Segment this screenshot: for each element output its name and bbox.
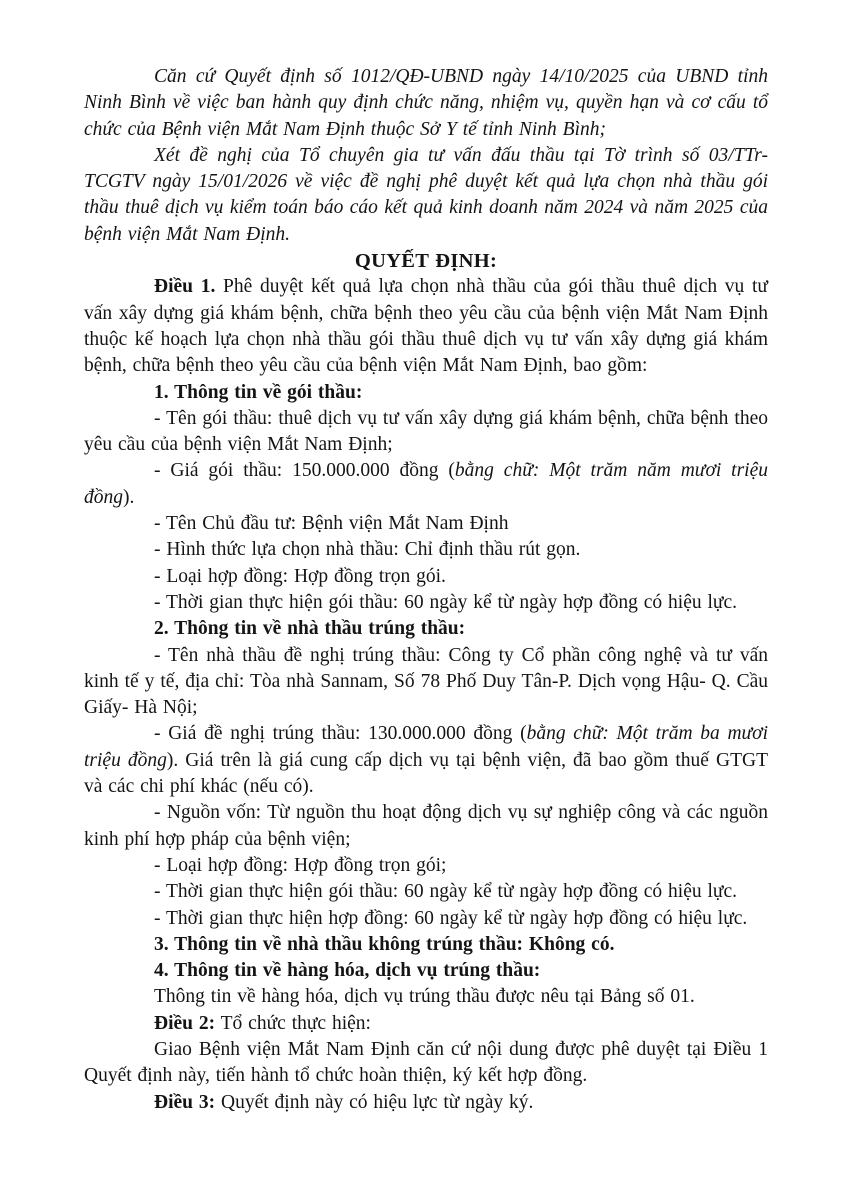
text-run: - Tên Chủ đầu tư: Bệnh viện Mắt Nam Định: [154, 513, 509, 535]
text-run: Thông tin về hàng hóa, dịch vụ trúng thầu được nêu tại Bảng số 01.: [154, 986, 695, 1008]
item-package-duration-1: [84, 590, 768, 616]
item-winning-contractor: [84, 643, 768, 722]
section-4-heading: [84, 958, 768, 984]
item-package-price: [84, 458, 768, 511]
item-investor-name: [84, 511, 768, 537]
text-run: - Thời gian thực hiện gói thầu: 60 ngày kể từ ngày hợp đồng có hiệu lực.: [154, 881, 737, 903]
italic-text-run: Xét đề nghị của Tổ chuyên gia tư vấn đấu thầu tại Tờ trình số 03/TTr-TCGTV ngày 15/01/2026 về việc đề nghị phê duyệt kết quả lựa chọn nhà thầu gói thầu thuê dịch vụ kiểm toán báo cáo kết quả kinh doanh năm 2024 và năm 2025 của bệnh viện Mắt Nam Định.: [84, 144, 768, 245]
bold-text-run: QUYẾT ĐỊNH:: [354, 250, 498, 273]
section-1-heading: [84, 380, 768, 406]
text-run: Giao Bệnh viện Mắt Nam Định căn cứ nội dung được phê duyệt tại Điều 1 Quyết định này, tiến hành tổ chức hoàn thiện, ký kết hợp đồng.: [84, 1038, 768, 1087]
text-run: - Tên nhà thầu đề nghị trúng thầu: Công ty Cổ phần công nghệ và tư vấn kinh tế y tế, địa chỉ: Tòa nhà Sannam, Số 78 Phố Duy Tân-P. Dịch vọng Hậu- Q. Cầu Giấy- Hà Nội;: [84, 644, 768, 719]
text-run: Tổ chức thực hiện:: [215, 1012, 371, 1034]
bold-text-run: 4. Thông tin về hàng hóa, dịch vụ trúng thầu:: [154, 960, 541, 982]
italic-text-run: bằng chữ: Một trăm ba mươi triệu đồng: [84, 723, 768, 771]
text-run: - Giá đề nghị trúng thầu: 130.000.000 đồng (: [154, 723, 527, 745]
section-2-heading: [84, 616, 768, 642]
text-run: - Tên gói thầu: thuê dịch vụ tư vấn xây dựng giá khám bệnh, chữa bệnh theo yêu cầu của bệnh viện Mắt Nam Định;: [84, 407, 768, 456]
item-contract-duration: [84, 906, 768, 932]
article-2-body: [84, 1037, 768, 1090]
bold-text-run: Điều 3:: [154, 1091, 216, 1113]
article-2: [84, 1011, 768, 1037]
article-3: [84, 1090, 768, 1116]
item-selection-method: [84, 537, 768, 563]
text-run: - Nguồn vốn: Từ nguồn thu hoạt động dịch vụ sự nghiệp công và các nguồn kinh phí hợp pháp của bệnh viện;: [84, 802, 768, 850]
item-contract-type-2: [84, 853, 768, 879]
preamble-legal-basis: [84, 64, 768, 143]
italic-text-run: Căn cứ Quyết định số 1012/QĐ-UBND ngày 14/10/2025 của UBND tỉnh Ninh Bình về việc ban hành quy định chức năng, nhiệm vụ, quyền hạn và cơ cấu tổ chức của Bệnh viện Mắt Nam Định thuộc Sở Y tế tỉnh Ninh Bình;: [84, 66, 768, 140]
italic-text-run: bằng chữ: Một trăm năm mươi triệu đồng: [84, 460, 768, 508]
section-4-body: [84, 984, 768, 1010]
preamble-proposal: [84, 143, 768, 248]
text-run: - Thời gian thực hiện gói thầu: 60 ngày kể từ ngày hợp đồng có hiệu lực.: [154, 591, 737, 613]
text-run: - Loại hợp đồng: Hợp đồng trọn gói.: [154, 565, 446, 587]
item-winning-price: [84, 721, 768, 800]
section-3-heading: [84, 932, 768, 958]
article-1: [84, 274, 768, 379]
bold-text-run: 1. Thông tin về gói thầu:: [154, 381, 363, 403]
text-run: Phê duyệt kết quả lựa chọn nhà thầu của gói thầu thuê dịch vụ tư vấn xây dựng giá khám bệnh, chữa bệnh theo yêu cầu của bệnh viện Mắt Nam Định thuộc kế hoạch lựa chọn nhà thầu gói thầu thuê dịch vụ tư vấn xây dựng giá khám bệnh, chữa bệnh theo yêu cầu của bệnh viện Mắt Nam Định, bao gồm:: [84, 276, 769, 377]
text-run: - Thời gian thực hiện hợp đồng: 60 ngày kể từ ngày hợp đồng có hiệu lực.: [154, 907, 748, 929]
text-run: Quyết định này có hiệu lực từ ngày ký.: [215, 1091, 534, 1113]
text-run: - Loại hợp đồng: Hợp đồng trọn gói;: [154, 854, 447, 876]
text-run: - Giá gói thầu: 150.000.000 đồng (: [154, 460, 455, 482]
item-package-duration-2: [84, 879, 768, 905]
item-package-name: [84, 406, 768, 459]
text-run: ). Giá trên là giá cung cấp dịch vụ tại bệnh viện, đã bao gồm thuế GTGT và các chi phí khác (nếu có).: [84, 749, 768, 798]
document-body: [84, 64, 768, 1116]
bold-text-run: Điều 1.: [154, 276, 216, 298]
bold-text-run: 2. Thông tin về nhà thầu trúng thầu:: [154, 618, 466, 640]
bold-text-run: Điều 2:: [154, 1012, 216, 1034]
item-contract-type-1: [84, 564, 768, 590]
text-run: ).: [123, 486, 135, 508]
text-run: - Hình thức lựa chọn nhà thầu: Chỉ định thầu rút gọn.: [154, 539, 581, 561]
bold-text-run: 3. Thông tin về nhà thầu không trúng thầu: Không có.: [154, 933, 615, 955]
decision-heading: [84, 248, 768, 274]
item-funding-source: [84, 800, 768, 853]
